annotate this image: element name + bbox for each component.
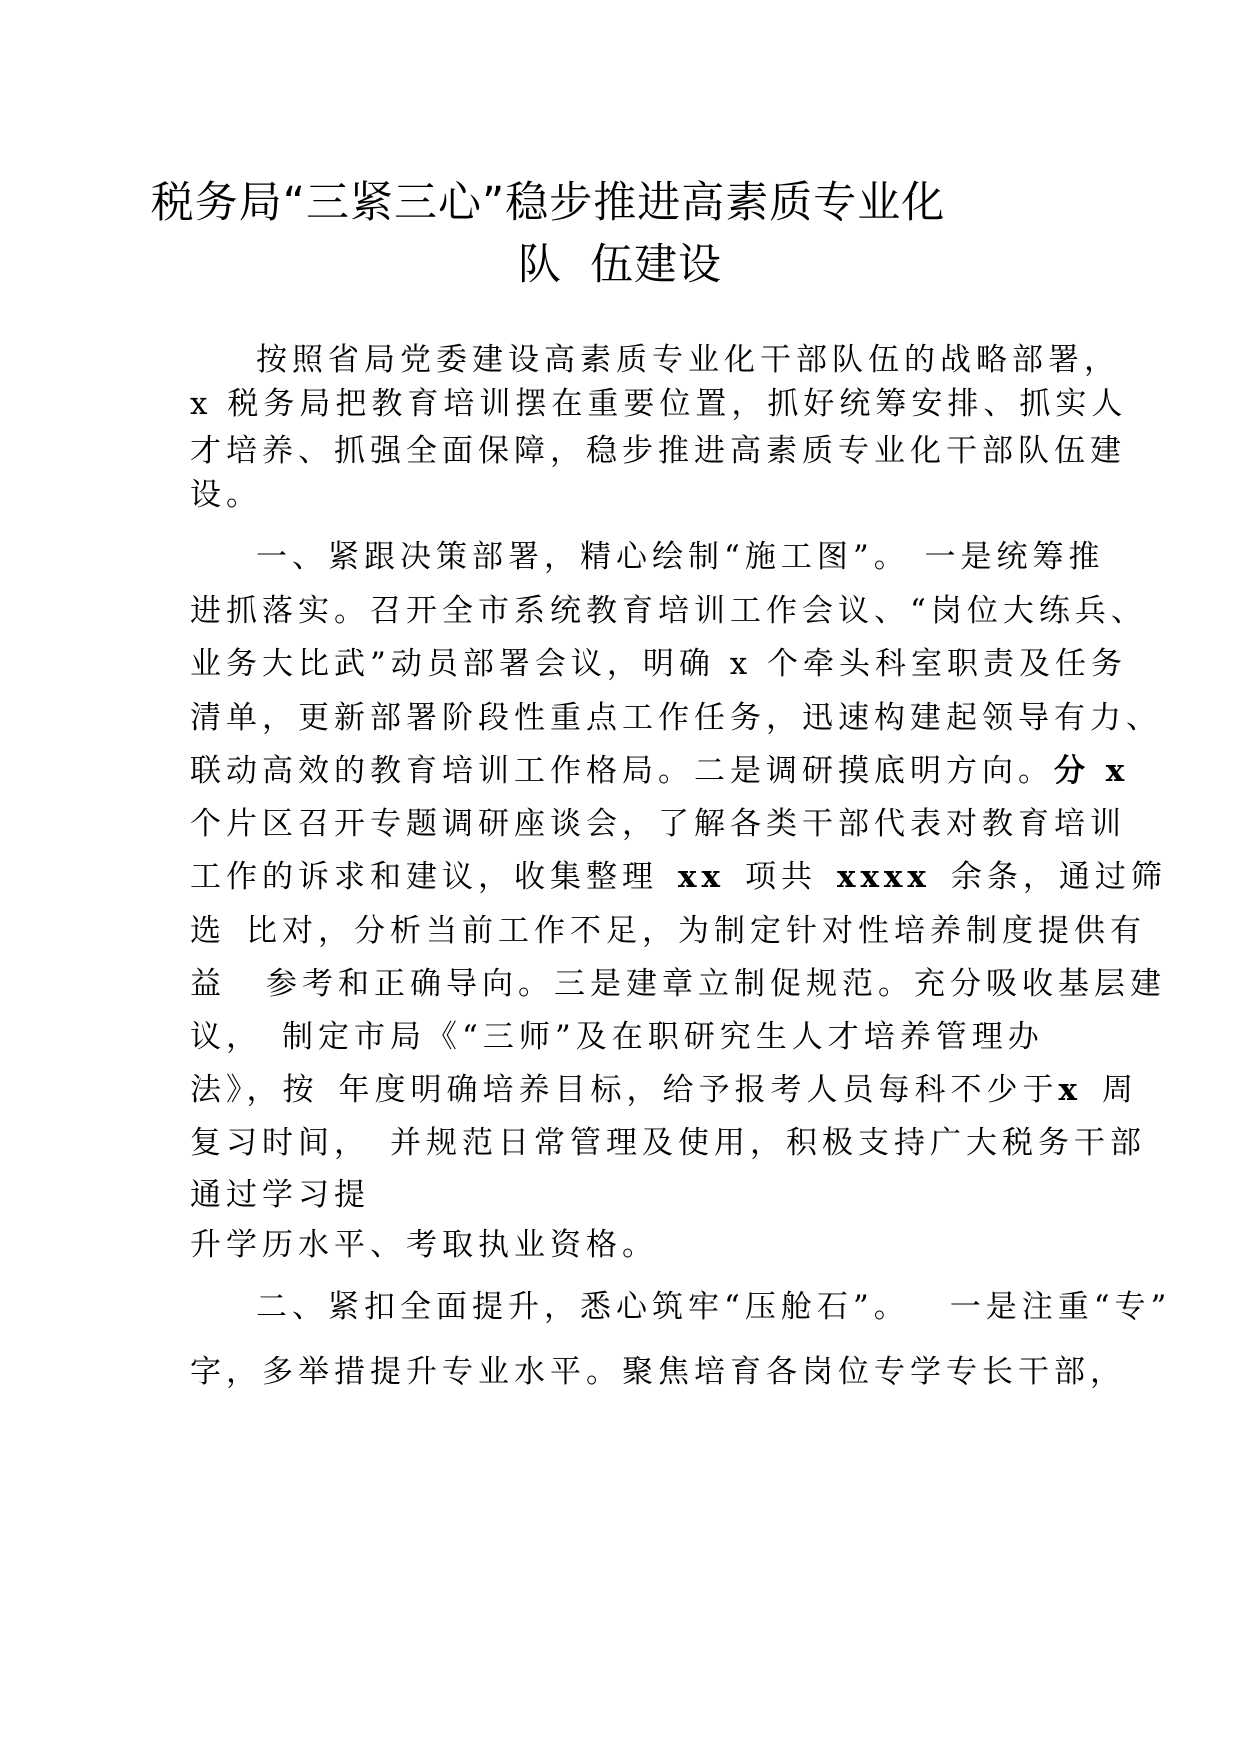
line-8-text-a: 选	[190, 913, 226, 949]
line-10-text-b: 制定市局《“三师”及在职研究生人才培养管理办	[282, 1019, 1044, 1055]
paragraph-3-line-2: 字，多举措提升专业水平。聚焦培育各岗位专学专长干部，	[190, 1354, 1126, 1390]
line-8-text-b: 比对，分析当前工作不足，为制定针对性培养制度提供有	[246, 913, 1146, 949]
paragraph-2-line-2: 进抓落实。召开全市系统教育培训工作会议、“岗位大练兵、	[190, 593, 1147, 629]
line-11-text-b: 年度明确培养目标，给予报考人员每科不少于	[338, 1072, 1059, 1108]
paragraph-2-line-5	[190, 744, 1130, 798]
line-12-text-b: 并规范日常管理及使用，积极支持广大税务干部	[390, 1125, 1146, 1161]
line-7-bold-xx: xx	[678, 859, 725, 895]
line-11-text-a: 法》，按	[190, 1072, 319, 1108]
line-9-text-a: 益	[190, 966, 226, 1002]
line-10-text-a: 议，	[190, 1019, 262, 1055]
line-7-bold-xxxx: xxxx	[836, 859, 931, 895]
paragraph-1-line-4: 设。	[190, 477, 262, 513]
paragraph-1-line-2: x 税务局把教育培训摆在重要位置，抓好统筹安排、抓实人	[190, 386, 1128, 422]
paragraph-2-line-13: 通过学习提	[190, 1177, 370, 1213]
paragraph-2-line-10	[190, 1010, 1070, 1064]
paragraph-2-line-1: 一、紧跟决策部署，精心绘制“施工图”。 一是统筹推	[256, 539, 1105, 575]
line-7-text-b: 项共	[744, 859, 817, 895]
title-word-2: 伍建设	[590, 240, 722, 290]
line-11-text-c: 周	[1101, 1072, 1138, 1108]
paragraph-2-line-6: 个片区召开专题调研座谈会，了解各类干部代表对教育培训	[190, 806, 1126, 842]
paragraph-2-line-8	[190, 904, 1146, 958]
document-title-line-1: 税务局“三紧三心”稳步推进高素质专业化	[150, 178, 946, 228]
paragraph-2-line-11	[190, 1063, 1138, 1117]
line-12-text-a: 复习时间，	[190, 1125, 370, 1161]
paragraph-2-line-7	[190, 850, 1167, 904]
paragraph-2-line-9	[190, 957, 1166, 1011]
paragraph-1-line-1: 按照省局党委建设高素质专业化干部队伍的战略部署，	[256, 342, 1120, 378]
line-7-text-c: 余条，通过筛	[950, 859, 1167, 895]
line-p3-text-b: 一是注重“专”	[949, 1289, 1172, 1325]
line-p3-text-a: 二、紧扣全面提升，悉心筑牢“压舱石”。	[256, 1289, 910, 1325]
paragraph-1-line-3: 才培养、抓强全面保障，稳步推进高素质专业化干部队伍建	[190, 433, 1126, 469]
line-5-text: 联动高效的教育培训工作格局。二是调研摸底明方向。	[190, 753, 1054, 789]
paragraph-2-line-3: 业务大比武”动员部署会议，明确 x 个牵头科室职责及任务	[190, 646, 1128, 682]
paragraph-3-line-1	[190, 1280, 1172, 1334]
line-11-bold-x: x	[1058, 1072, 1082, 1108]
document-title-line-2	[0, 237, 1240, 293]
line-5-bold-text: 分 x	[1054, 753, 1130, 789]
line-7-text-a: 工作的诉求和建议，收集整理	[190, 859, 658, 895]
title-word-1: 队	[518, 240, 562, 290]
paragraph-2-line-12	[190, 1116, 1146, 1170]
paragraph-2-line-4: 清单，更新部署阶段性重点工作任务，迅速构建起领导有力、	[190, 700, 1162, 736]
paragraph-2-line-14: 升学历水平、考取执业资格。	[190, 1227, 658, 1263]
line-9-text-b: 参考和正确导向。三是建章立制促规范。充分吸收基层建	[266, 966, 1166, 1002]
